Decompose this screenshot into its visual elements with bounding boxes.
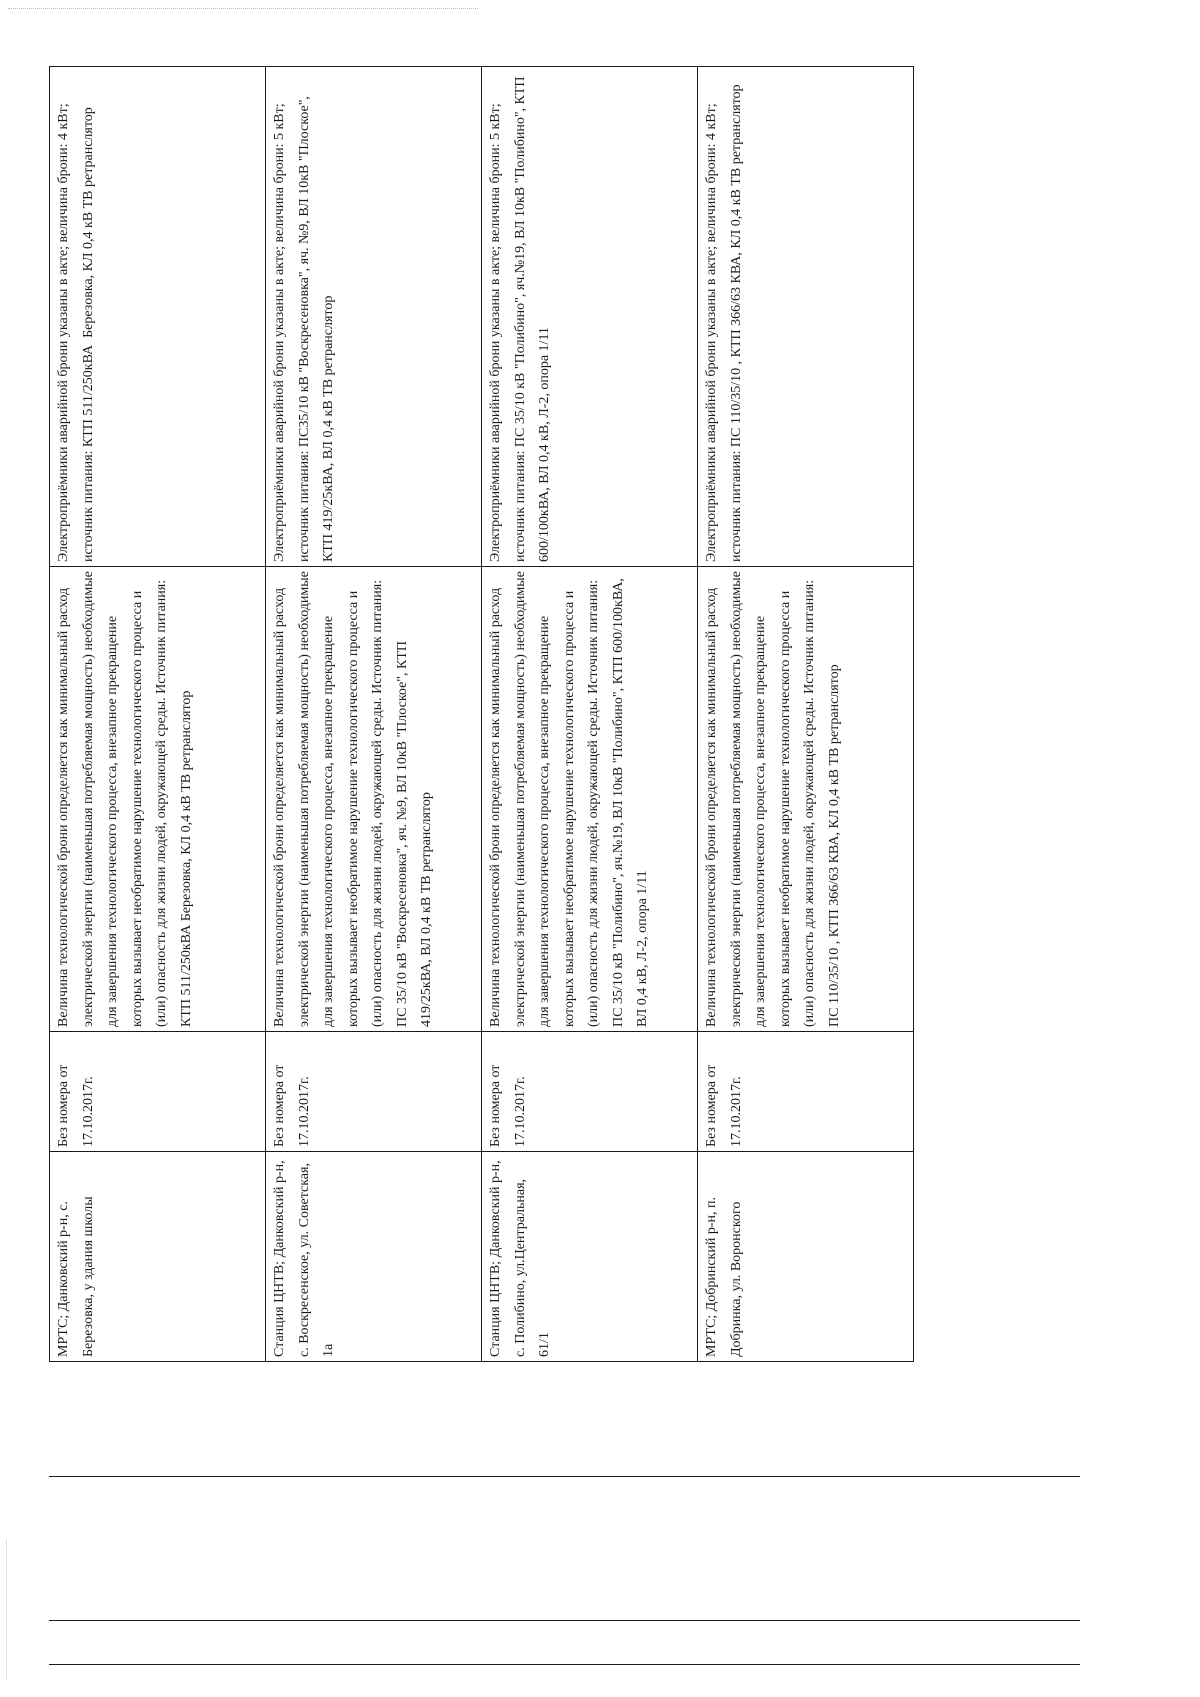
location-cell: МРТС; Добринский р-н, п. Добринка, ул. Воронского: [698, 1152, 914, 1362]
location-cell: Станция ЦНТВ; Данковский р-н, с. Полибино, ул.Центральная, 61/1: [482, 1152, 698, 1362]
document-cell: Без номера от 17.10.2017г.: [698, 1032, 914, 1152]
document-cell: Без номера от 17.10.2017г.: [266, 1032, 482, 1152]
tech-reserve-cell: Величина технологической брони определяется как минимальный расход электрической энергии (наименьшая потребляемая мощность) необходимые для завершения технологического процесса, внезапное прекращение которых вызывает необратимое нарушение технологического процесса и (или) опасность для жизни людей, окружающей среды. Источник питания: ПС 35/10 кВ "Воскресеновка", яч. №9, ВЛ 10кВ "Плоское", КТП 419/25кВА, ВЛ 0,4 кВ ТВ ретранслятор: [266, 567, 482, 1032]
horizontal-rule: [49, 1664, 1080, 1665]
scan-edge-top: [8, 8, 478, 9]
horizontal-rule: [49, 1620, 1080, 1621]
table-row: [50, 67, 266, 1362]
rotated-table-block: [49, 67, 913, 1362]
emergency-reserve-cell: Электроприёмники аварийной брони указаны в акте; величина брони: 4 кВт; источник питания: КТП 511/250кВА Березовка, КЛ 0,4 кВ ТВ ретранслятор: [50, 67, 266, 567]
location-cell: Станция ЦНТВ; Данковский р-н, с. Воскресенское, ул. Советская, 1а: [266, 1152, 482, 1362]
reserve-table: [49, 66, 914, 1362]
document-cell: Без номера от 17.10.2017г.: [482, 1032, 698, 1152]
document-cell: Без номера от 17.10.2017г.: [50, 1032, 266, 1152]
emergency-reserve-cell: Электроприёмники аварийной брони указаны в акте; величина брони: 5 кВт; источник питания: ПС 35/10 кВ "Полибино", яч.№19, ВЛ 10кВ "Полибино", КТП 600/100кВА, ВЛ 0,4 кВ, Л-2, опора 1/11: [482, 67, 698, 567]
table-row: [482, 67, 698, 1362]
tech-reserve-cell: Величина технологической брони определяется как минимальный расход электрической энергии (наименьшая потребляемая мощность) необходимые для завершения технологического процесса, внезапное прекращение которых вызывает необратимое нарушение технологического процесса и (или) опасность для жизни людей, окружающей среды. Источник питания: КТП 511/250кВА Березовка, КЛ 0,4 кВ ТВ ретранслятор: [50, 567, 266, 1032]
emergency-reserve-cell: Электроприёмники аварийной брони указаны в акте; величина брони: 5 кВт; источник питания: ПС35/10 кВ "Воскресеновка", яч. №9, ВЛ 10кВ "Плоское", КТП 419/25кВА, ВЛ 0,4 кВ ТВ ретранслятор: [266, 67, 482, 567]
tech-reserve-cell: Величина технологической брони определяется как минимальный расход электрической энергии (наименьшая потребляемая мощность) необходимые для завершения технологического процесса, внезапное прекращение которых вызывает необратимое нарушение технологического процесса и (или) опасность для жизни людей, окружающей среды. Источник питания: ПС 35/10 кВ "Полибино", яч.№19, ВЛ 10кВ "Полибино", КТП 600/100кВА, ВЛ 0,4 кВ, Л-2, опора 1/11: [482, 567, 698, 1032]
emergency-reserve-cell: Электроприёмники аварийной брони указаны в акте; величина брони: 4 кВт; источник питания: ПС 110/35/10 , КТП 366/63 КВА, КЛ 0,4 кВ ТВ ретранслятор: [698, 67, 914, 567]
table-row: [698, 67, 914, 1362]
location-cell: МРТС; Данковский р-н, с. Березовка, у здания школы: [50, 1152, 266, 1362]
scan-edge-left: [6, 1540, 7, 1680]
horizontal-rule: [49, 1476, 1080, 1477]
tech-reserve-cell: Величина технологической брони определяется как минимальный расход электрической энергии (наименьшая потребляемая мощность) необходимые для завершения технологического процесса, внезапное прекращение которых вызывает необратимое нарушение технологического процесса и (или) опасность для жизни людей, окружающей среды. Источник питания: ПС 110/35/10 , КТП 366/63 КВА, КЛ 0,4 кВ ТВ ретранслятор: [698, 567, 914, 1032]
table-row: [266, 67, 482, 1362]
